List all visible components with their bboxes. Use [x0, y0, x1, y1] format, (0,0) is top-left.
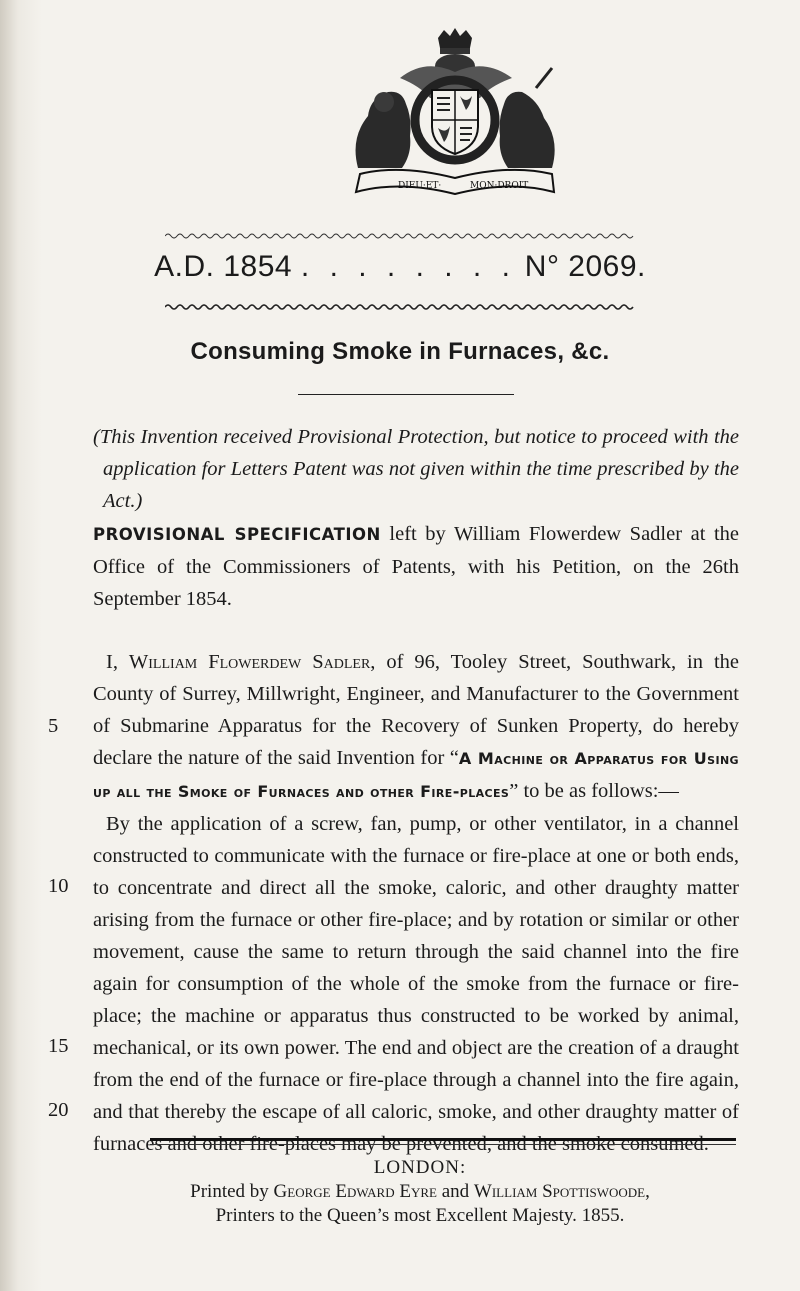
provisional-heading: PROVISIONAL SPECIFICATION — [93, 525, 381, 544]
declaration-intro: I, — [106, 651, 118, 673]
imprint-and: and — [441, 1181, 470, 1202]
declaration-body — [93, 646, 739, 1160]
printer-name-2: William Spottiswoode — [473, 1181, 646, 1202]
provisional-specification — [93, 518, 739, 615]
declaration-paragraph — [93, 646, 739, 808]
printer-imprint — [115, 1156, 725, 1228]
leader-dots: . . . . . . . . — [300, 250, 516, 283]
patent-number-line — [0, 250, 800, 284]
footer-rule-thick — [150, 1138, 736, 1141]
declaration-text-2: ” to be as follows:— — [509, 780, 679, 802]
invention-title: A Machine or Apparatus for Using up all the Smoke of Furnaces and other Fire-places — [93, 749, 739, 801]
declaration-text-1: , of 96, Tooley Street, Southwark, in the County of Surrey, Millwright, Engineer, and Manufacturer to the Government of Submarine Apparatus for the Recovery of Sunken Property, do hereby declare the nature of the said Invention for “ — [93, 651, 739, 769]
line-number-15: 15 — [48, 1035, 69, 1057]
line-number-5: 5 — [48, 715, 59, 737]
printer-name-1: George Edward Eyre — [273, 1181, 437, 1202]
royal-coat-of-arms-icon — [340, 28, 570, 196]
crest-motto-text: DIEU·ET· — [398, 181, 442, 191]
imprint-prefix: Printed by — [190, 1181, 269, 1202]
wavy-rule-bottom — [165, 303, 635, 311]
footer-rule-thin — [150, 1144, 736, 1145]
imprint-city: LONDON: — [373, 1157, 467, 1178]
title-rule — [298, 394, 514, 395]
patent-year: A.D. 1854 — [154, 250, 293, 283]
imprint-line-1: Printed by George Edward Eyre and William Spottiswoode, — [190, 1181, 650, 1202]
patent-number: N° 2069. — [524, 250, 646, 283]
crest-motto-text-2: MON·DROIT — [470, 181, 529, 191]
provisional-text: left by William Flowerdew Sadler at the Office of the Commissioners of Patents, with his Petition, on the 26th September 1854. — [93, 523, 739, 610]
imprint-line-2: Printers to the Queen’s most Excellent Majesty. 1855. — [215, 1205, 625, 1226]
document-title: Consuming Smoke in Furnaces, &c. — [190, 338, 610, 365]
inventor-name: William Flowerdew Sadler — [128, 651, 371, 673]
wavy-rule-top — [165, 232, 635, 240]
specification-paragraph: By the application of a screw, fan, pump, or other ventilator, in a channel constructed to communicate with the furnace or fire-place at one or both ends, to concentrate and direct all the smoke, caloric, and other draughty matter arising from the furnace or other fire-place; and by rotation or similar or other movement, cause the same to return through the said channel into the fire again for consumption of the whole of the smoke from the furnace or fire-place; the machine or apparatus thus constructed to be worked by animal, mechanical, or its own power. The end and object are the creation of a draught from the end of the furnace or fire-place through a channel into the fire again, and that thereby the escape of all caloric, smoke, and other draughty matter of furnaces and other fire-places may be prevented, and the smoke consumed. — [93, 813, 739, 1155]
line-number-20: 20 — [48, 1099, 69, 1121]
protection-note: (This Invention received Provisional Protection, but notice to proceed with the application for Letters Patent was not given within the time prescribed by the Act.) — [93, 426, 739, 512]
line-number-10: 10 — [48, 875, 69, 897]
